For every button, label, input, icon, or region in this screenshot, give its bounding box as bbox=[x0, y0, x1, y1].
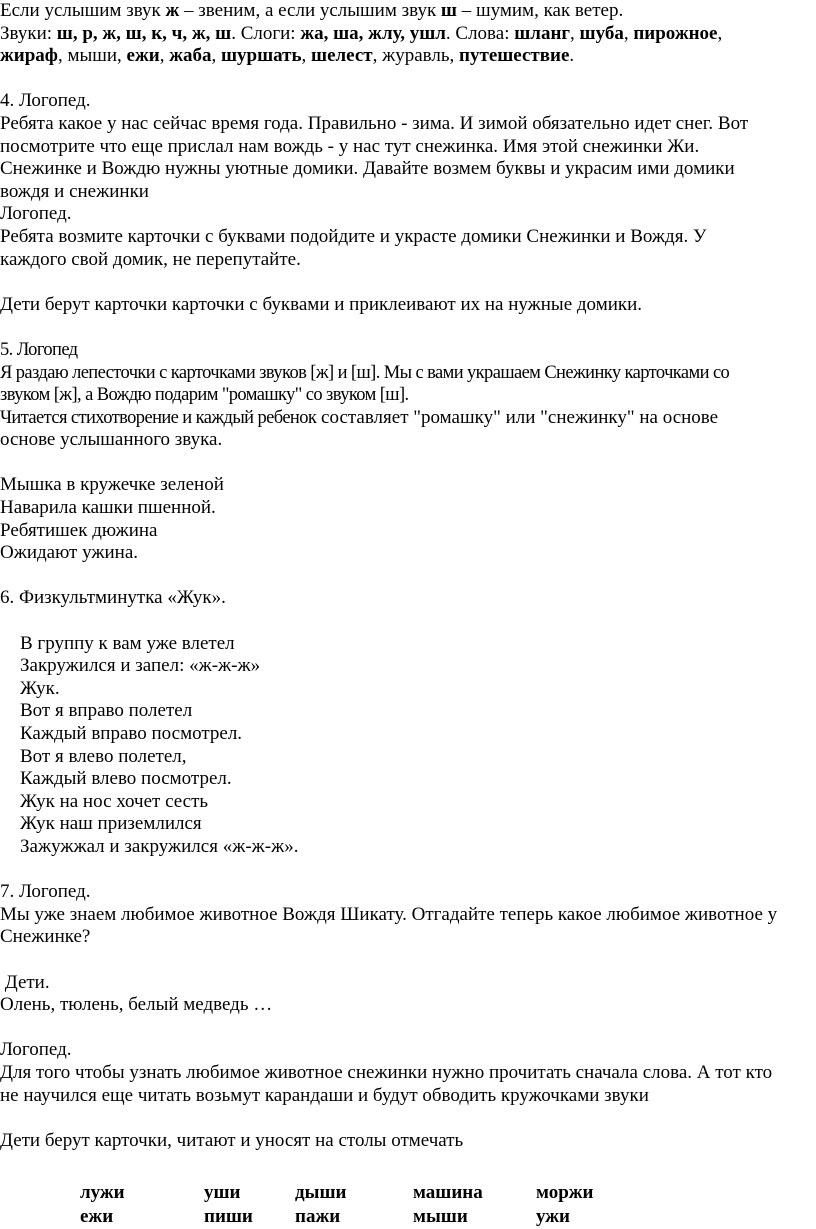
text: . bbox=[569, 45, 575, 67]
poem-line: Наварила кашки пшенной. bbox=[0, 497, 216, 519]
paragraph-line: Логопед. bbox=[0, 203, 72, 225]
words-label: . Слова: bbox=[445, 22, 515, 44]
word: путешествие bbox=[459, 45, 570, 67]
grid-word: дыши bbox=[295, 1181, 347, 1203]
spacer bbox=[0, 1152, 816, 1175]
word: ежи bbox=[126, 45, 160, 67]
verse-line: Каждый вправо посмотрел. bbox=[20, 723, 243, 744]
word-grid-row bbox=[0, 1205, 816, 1229]
spacer bbox=[0, 1107, 816, 1130]
kids-answer: Олень, тюлень, белый медведь … bbox=[0, 994, 273, 1016]
section-7-heading: 7. Логопед. bbox=[0, 881, 91, 903]
spacer bbox=[0, 452, 816, 475]
sound-sh: ш bbox=[440, 0, 457, 21]
word: пирожное bbox=[633, 22, 718, 44]
verse-line: Каждый влево посмотрел. bbox=[20, 768, 232, 790]
text: , журавль, bbox=[372, 45, 460, 67]
grid-word: пажи bbox=[295, 1205, 341, 1227]
sounds-list: ш, р, ж, ш, к, ч, ж, ш bbox=[56, 22, 232, 44]
spacer bbox=[0, 271, 816, 294]
word: жираф bbox=[0, 45, 58, 67]
sep: , bbox=[159, 45, 170, 67]
sound-zh: ж bbox=[165, 0, 180, 21]
paragraph-line: посмотрите что еще прислал нам вождь - у нас тут снежинка. Имя этой снежинки Жи. bbox=[0, 135, 700, 157]
sep: , bbox=[623, 22, 634, 44]
section-7-note: Дети берут карточки, читают и уносят на столы отмечать bbox=[0, 1129, 464, 1151]
word: шелест bbox=[311, 45, 373, 67]
word-grid bbox=[0, 1181, 816, 1229]
poem-line: Мышка в кружечке зеленой bbox=[0, 474, 224, 496]
paragraph-line: Снежинке и Вождю нужны уютные домики. Давайте возмем буквы и украсим ими домики bbox=[0, 158, 735, 180]
paragraph-line: Для того чтобы узнать любимое животное снежинки нужно прочитать сначала слова. А тот кто bbox=[0, 1061, 773, 1083]
spacer bbox=[0, 949, 816, 972]
word: шуба bbox=[579, 22, 624, 44]
paragraph-line: вождя и снежинки bbox=[0, 180, 149, 202]
spacer bbox=[0, 859, 816, 882]
word-grid-row bbox=[0, 1181, 816, 1205]
grid-word: моржи bbox=[536, 1181, 594, 1203]
logoped-label: Логопед. bbox=[0, 1039, 72, 1061]
poem-line: Ожидают ужина. bbox=[0, 542, 139, 564]
spacer bbox=[0, 610, 816, 633]
spacer bbox=[0, 1017, 816, 1040]
grid-word: ежи bbox=[80, 1205, 114, 1227]
sep: , bbox=[570, 22, 580, 44]
paragraph-line: не научился еще читать возьмут карандаши и будут обводить кружочками звуки bbox=[0, 1084, 649, 1106]
syllables-label: . Слоги: bbox=[231, 22, 301, 44]
paragraph-line: Мы уже знаем любимое животное Вождя Шикату. Отгадайте теперь какое любимое животное у bbox=[0, 903, 778, 925]
verse-line: Вот я вправо полетел bbox=[20, 700, 193, 722]
paragraph-line: Снежинке? bbox=[0, 926, 91, 948]
word: жаба bbox=[169, 45, 212, 67]
word: шланг bbox=[514, 22, 571, 44]
spacer bbox=[0, 316, 816, 339]
verse-line: Вот я влево полетел, bbox=[20, 745, 187, 767]
grid-word: уши bbox=[204, 1181, 241, 1203]
sep: , bbox=[717, 22, 723, 44]
intro-line-3 bbox=[0, 45, 816, 68]
section-4-heading: 4. Логопед. bbox=[0, 90, 91, 112]
verse-line: Жук на нос хочет сесть bbox=[20, 790, 209, 812]
grid-word: ужи bbox=[536, 1205, 570, 1227]
poem-line: Ребятишек дюжина bbox=[0, 519, 158, 541]
paragraph-line: Я раздаю лепесточки с карточками звуков [ж] и [ш]. Мы с вами украшаем Снежинку карточками со bbox=[0, 362, 730, 383]
sep: , bbox=[211, 45, 221, 67]
verse-line: Жук. bbox=[20, 677, 60, 699]
intro-line-1 bbox=[0, 0, 816, 23]
text: , мыши, bbox=[57, 45, 127, 67]
syllables-list: жа, ша, жлу, ушл bbox=[300, 22, 446, 44]
section-5-heading: 5. Логопед bbox=[0, 339, 78, 360]
paragraph-line: основе услышанного звука. bbox=[0, 429, 223, 451]
grid-word: пиши bbox=[204, 1205, 253, 1227]
spacer bbox=[0, 68, 816, 91]
section-4-note: Дети берут карточки карточки с буквами и приклеивают их на нужные домики. bbox=[0, 293, 643, 315]
sounds-label: Звуки: bbox=[0, 22, 57, 44]
paragraph-line bbox=[0, 407, 816, 430]
kids-label: Дети. bbox=[0, 971, 50, 993]
paragraph-line: каждого свой домик, не перепутайте. bbox=[0, 248, 301, 270]
verse-line: Жук наш приземлился bbox=[20, 813, 202, 835]
verse-line: Закружился и запел: «ж-ж-ж» bbox=[20, 655, 261, 677]
grid-word: лужи bbox=[80, 1181, 125, 1203]
intro-line-2 bbox=[0, 23, 816, 46]
text: Если услышим звук bbox=[0, 0, 166, 21]
verse-line: Зажужжал и закружился «ж-ж-ж». bbox=[20, 835, 299, 857]
grid-word: мыши bbox=[413, 1205, 468, 1227]
sep: , bbox=[301, 45, 312, 67]
text: составляет "ромашку" или "снежинку" на основе bbox=[316, 406, 719, 428]
section-6-heading: 6. Физкультминутка «Жук». bbox=[0, 587, 226, 609]
paragraph-line: Ребята какое у нас сейчас время года. Правильно - зима. И зимой обязательно идет снег. Вот bbox=[0, 112, 749, 134]
paragraph-line: Ребята возмите карточки с буквами подойдите и украсте домики Снежинки и Вождя. У bbox=[0, 225, 707, 247]
spacer bbox=[0, 565, 816, 588]
grid-word: машина bbox=[413, 1181, 483, 1203]
word: шуршать bbox=[220, 45, 302, 67]
paragraph-line: звуком [ж], а Вождю подарим "ромашку" со звуком [ш]. bbox=[0, 385, 409, 406]
text: – звеним, а если услышим звук bbox=[179, 0, 441, 21]
verse-line: В группу к вам уже влетел bbox=[20, 632, 235, 654]
text: Читается стихотворение и каждый ребенок bbox=[0, 407, 317, 428]
text: – шумим, как ветер. bbox=[456, 0, 624, 21]
